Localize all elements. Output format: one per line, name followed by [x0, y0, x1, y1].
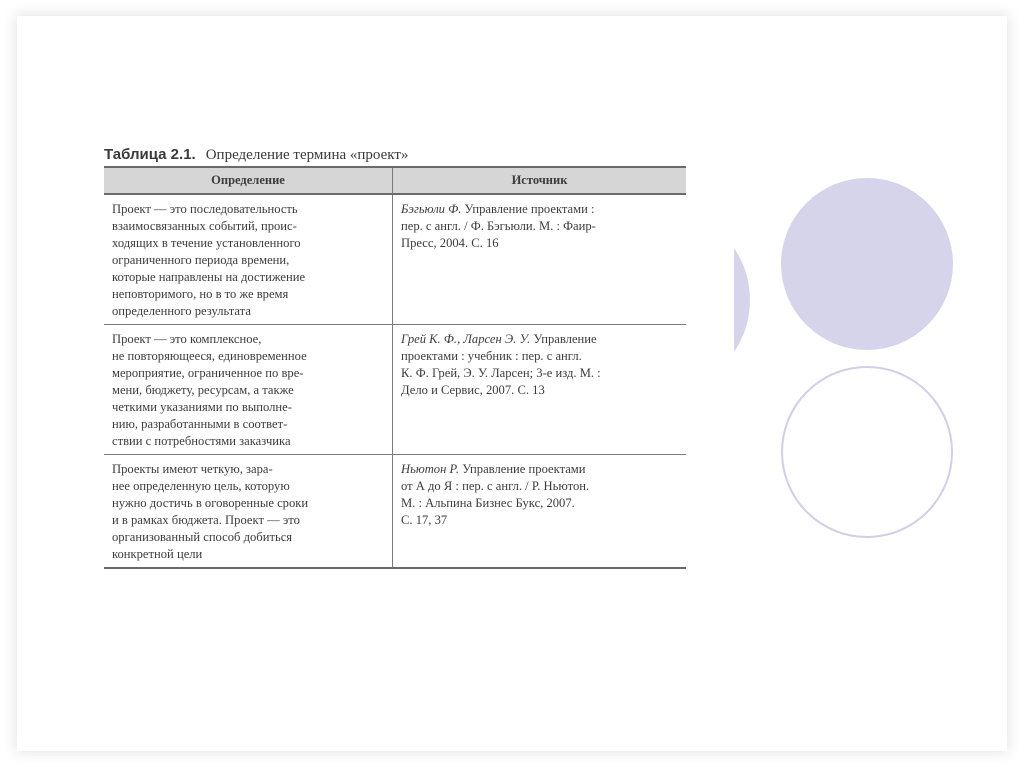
definition-line: нию, разработанными в соответ- — [112, 417, 288, 431]
source-line: Пресс, 2004. С. 16 — [401, 236, 499, 250]
definition-cell — [104, 455, 393, 569]
source-line — [401, 201, 680, 218]
source-text: Управление проектами : — [461, 202, 595, 216]
source-line: Дело и Сервис, 2007. С. 13 — [401, 383, 545, 397]
source-line: К. Ф. Грей, Э. У. Ларсен; 3-е изд. М. : — [401, 366, 601, 380]
definition-line: нужно достичь в оговоренные сроки — [112, 496, 309, 510]
definition-line: конкретной цели — [112, 547, 203, 561]
table-row — [104, 325, 686, 455]
definition-line: мени, бюджету, ресурсам, а также — [112, 383, 294, 397]
definition-line: не повторяющееся, единовременное — [112, 349, 307, 363]
source-author: Бэгьюли Ф. — [401, 202, 462, 216]
definition-line: четкими указаниями по выполне- — [112, 400, 292, 414]
definition-line: мероприятие, ограниченное по вре- — [112, 366, 304, 380]
source-line: М. : Альпина Бизнес Букс, 2007. — [401, 496, 575, 510]
definition-line: организованный способ добиться — [112, 530, 293, 544]
source-author: Ньютон Р. — [401, 462, 460, 476]
table-number: Таблица 2.1. — [104, 146, 196, 163]
table-row — [104, 455, 686, 569]
source-line — [401, 461, 680, 478]
definition-line: ограниченного периода времени, — [112, 253, 290, 267]
definition-cell — [104, 325, 393, 455]
definitions-table — [104, 166, 686, 569]
definition-line: ствии с потребностями заказчика — [112, 434, 291, 448]
definition-line: Проект — это последовательность — [112, 202, 298, 216]
header-source: Источник — [393, 167, 687, 194]
table-row — [104, 194, 686, 325]
header-definition: Определение — [104, 167, 393, 194]
definition-line: Проект — это комплексное, — [112, 332, 262, 346]
source-text: Управление проектами — [459, 462, 586, 476]
source-cell — [393, 325, 687, 455]
source-author: Грей К. Ф., Ларсен Э. У. — [401, 332, 531, 346]
source-line: проектами : учебник : пер. с англ. — [401, 349, 582, 363]
decorative-circle-outline — [781, 366, 953, 538]
definition-line: определенного результата — [112, 304, 251, 318]
source-cell — [393, 194, 687, 325]
table-title: Определение термина «проект» — [205, 147, 409, 163]
table-caption — [104, 146, 408, 164]
source-cell — [393, 455, 687, 569]
definition-cell — [104, 194, 393, 325]
definition-line: неповторимого, но в то же время — [112, 287, 289, 301]
table-body — [104, 194, 686, 568]
definition-line: нее определенную цель, которую — [112, 479, 290, 493]
source-line — [401, 331, 680, 348]
source-line: С. 17, 37 — [401, 513, 448, 527]
definition-line: Проекты имеют четкую, зара- — [112, 462, 273, 476]
source-line: от А до Я : пер. с англ. / Р. Ньютон. — [401, 479, 590, 493]
definition-line: которые направлены на достижение — [112, 270, 306, 284]
table-header-row — [104, 167, 686, 194]
definition-line: ходящих в течение установленного — [112, 236, 301, 250]
decorative-circle-filled — [781, 178, 953, 350]
source-text: Управление — [530, 332, 597, 346]
source-line: пер. с англ. / Ф. Бэгьюли. М. : Фаир- — [401, 219, 596, 233]
definition-line: и в рамках бюджета. Проект — это — [112, 513, 300, 527]
definition-line: взаимосвязанных событий, проис- — [112, 219, 297, 233]
